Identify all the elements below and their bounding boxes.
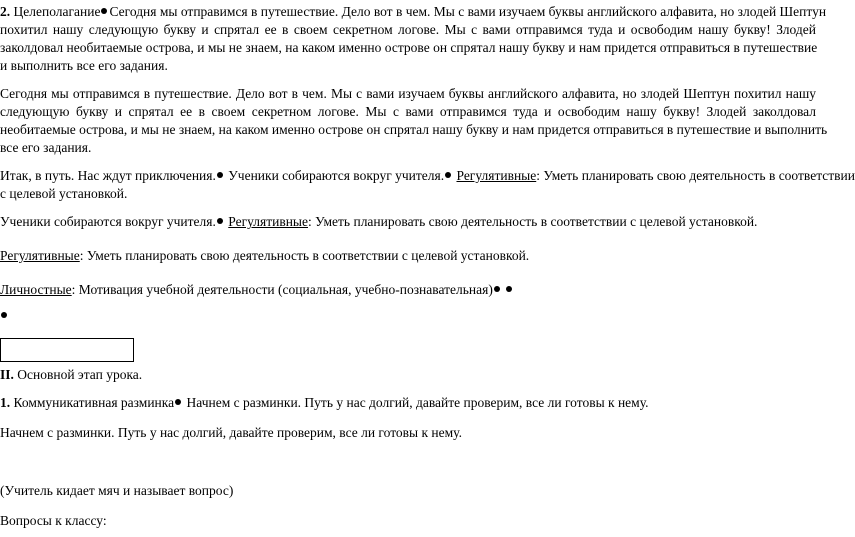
p6-line [0, 280, 514, 299]
bullet-icon [506, 286, 512, 292]
empty-table-cell [0, 338, 134, 362]
p4-text1: Ученики собираются вокруг учителя. [0, 214, 216, 229]
p11-line: Вопросы к классу: [0, 513, 107, 528]
p7-text: Основной этап урока. [13, 367, 143, 382]
regulative-label: Регулятивные [0, 248, 80, 263]
p4-reg-text: : Уметь планировать свою деятельность в соответствии с целевой установкой. [308, 214, 758, 229]
p2-line4: все его задания. [0, 140, 92, 155]
bullet-icon [101, 8, 107, 14]
p1-line3: заколдовал необитаемые острова, и мы не знаем, на каком именно острове он спрятал нашу букву и нам придется отправиться в путешествие [0, 40, 818, 55]
p2-line1: Сегодня мы отправимся в путешествие. Дело вот в чем. Мы с вами изучаем буквы английского алфавита, но злодей Шептун похитил нашу [0, 86, 816, 101]
bullet-icon [494, 286, 500, 292]
p4-line [0, 212, 757, 231]
p-bullet-line [0, 306, 9, 325]
p3-line1 [0, 166, 855, 185]
p5-line [0, 246, 529, 265]
regulative-label: Регулятивные [456, 168, 537, 183]
p1-number: 2. [0, 4, 11, 19]
bullet-icon [445, 172, 451, 178]
p6-text: : Мотивация учебной деятельности (социальная, учебно-познавательная) [71, 282, 493, 297]
p1-text: Сегодня мы отправимся в путешествие. Дело вот в чем. Мы с вами изучаем буквы английского алфавита, но злодей Шептун [109, 4, 827, 19]
p3-text1: Итак, в путь. Нас ждут приключения. [0, 168, 216, 183]
p2-line3: необитаемые острова, и мы не знаем, на каком именно острове он спрятал нашу букву и нам придется отправиться в путешествие и выполнить [0, 122, 828, 137]
p9-line: Начнем с разминки. Путь у нас долгий, давайте проверим, все ли готовы к нему. [0, 425, 462, 440]
p3-text2: Ученики собираются вокруг учителя. [228, 168, 445, 183]
p5-reg-text: : Уметь планировать свою деятельность в соответствии с целевой установкой. [79, 248, 530, 263]
personal-label: Личностные [0, 282, 72, 297]
p2-line2: следующую букву и спрятал ее в своем секретном логове. Мы с вами отправимся туда и освободим нашу букву! Злодей заколдовал [0, 104, 816, 119]
bullet-icon [175, 399, 181, 405]
p3-reg-text: : Уметь планировать свою деятельность в соответствии [536, 168, 855, 183]
p8-text1: Коммуникативная разминка [10, 395, 175, 410]
regulative-label: Регулятивные [228, 214, 308, 229]
p10-line: (Учитель кидает мяч и называет вопрос) [0, 483, 234, 498]
p1-lead: Целеполагание [13, 4, 101, 19]
p8-text2: Начнем с разминки. Путь у нас долгий, давайте проверим, все ли готовы к нему. [186, 395, 649, 410]
bullet-icon [217, 218, 223, 224]
p7-number: II. [0, 367, 14, 382]
p8-number: 1. [0, 395, 11, 410]
p1-line1 [0, 2, 827, 21]
p8-line [0, 393, 648, 412]
bullet-icon [1, 312, 7, 318]
p3-line2: с целевой установкой. [0, 186, 128, 201]
p7-line [0, 365, 142, 384]
bullet-icon [217, 172, 223, 178]
p1-line2: похитил нашу следующую букву и спрятал ее в своем секретном логове. Мы с вами отправимся туда и освободим нашу букву! Злодей [0, 22, 816, 37]
p1-line4: и выполнить все его задания. [0, 58, 168, 73]
